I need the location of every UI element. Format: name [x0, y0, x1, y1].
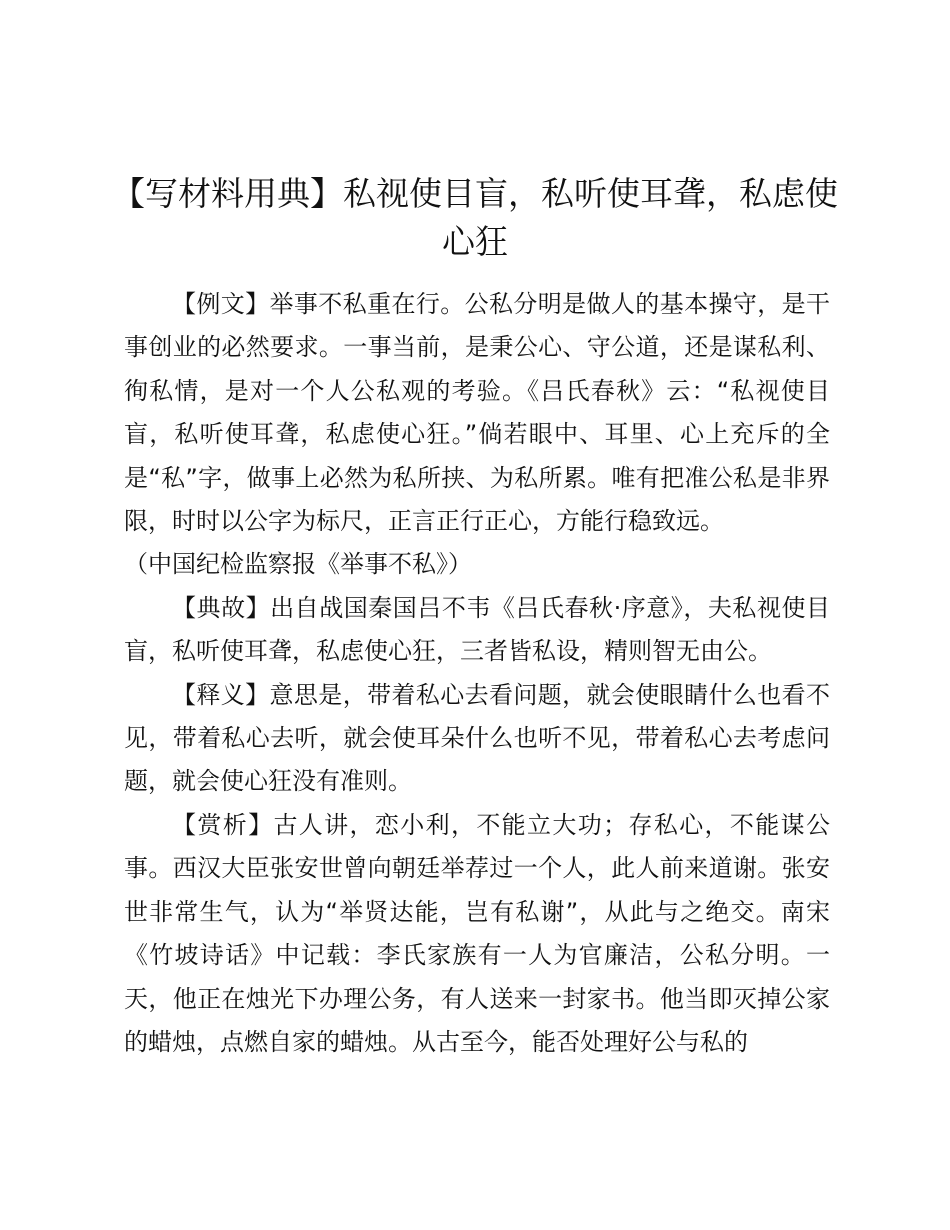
paragraph-allusion: 【典故】出自战国秦国吕不韦《吕氏春秋·序意》，夫私视使目盲，私听使耳聋，私虑使心狂，三者皆私设，精则智无由公。: [124, 593, 830, 666]
paragraph-example: 【例文】举事不私重在行。公私分明是做人的基本操守，是干事创业的必然要求。一事当前，是秉公心、守公道，还是谋私利、徇私情，是对一个人公私观的考验。《吕氏春秋》云：“私视使目盲，私听使耳聋，私虑使心狂。”倘若眼中、耳里、心上充斥的全是“私”字，做事上必然为私所挟、为私所累。唯有把准公私是非界限，时时以公字为标尺，正言正行正心，方能行稳致远。: [124, 290, 830, 536]
paragraph-example-source: （中国纪检监察报《举事不私》）: [124, 550, 472, 579]
paragraph-explanation: 【释义】意思是，带着私心去看问题，就会使眼睛什么也看不见，带着私心去听，就会使耳朵什么也听不见，带着私心去考虑问题，就会使心狂没有准则。: [124, 680, 830, 796]
page-title: 【写材料用典】私视使目盲，私听使耳聋，私虑使心狂: [112, 174, 838, 261]
document-body: [124, 283, 830, 1064]
paragraph-appreciation: 【赏析】古人讲，恋小利，不能立大功；存私心，不能谋公事。西汉大臣张安世曾向朝廷举荐过一个人，此人前来道谢。张安世非常生气，认为“举贤达能，岂有私谢”，从此与之绝交。南宋《竹坡诗话》中记载：李氏家族有一人为官廉洁，公私分明。一天，他正在烛光下办理公务，有人送来一封家书。他当即灭掉公家的蜡烛，点燃自家的蜡烛。从古至今，能否处理好公与私的: [124, 810, 830, 1056]
